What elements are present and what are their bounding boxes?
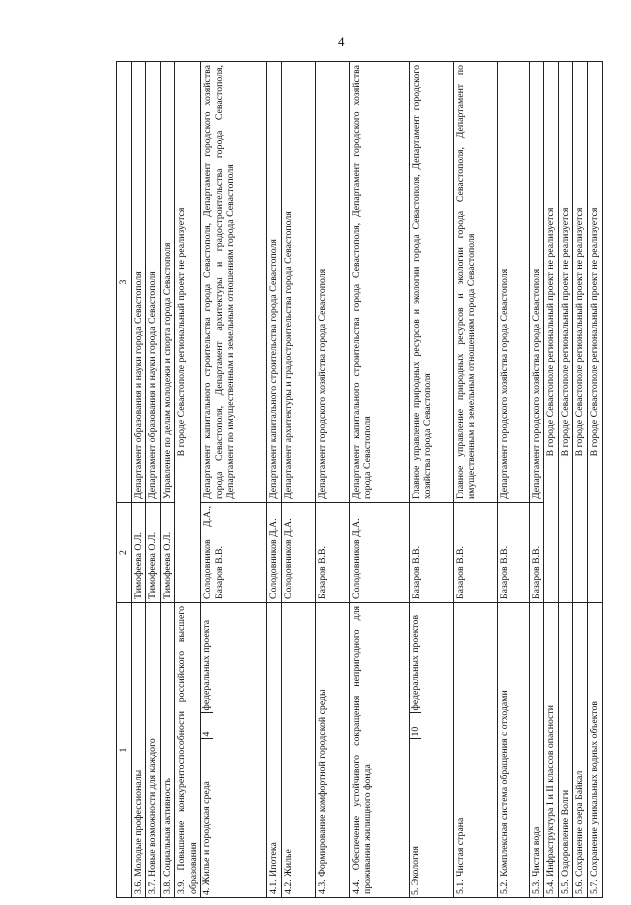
project-name-cell [201, 603, 267, 898]
not-implemented-note: В городе Севастополе региональный проект не реализуется [544, 62, 559, 603]
executor: Департамент капитального строительства города Севастополя, Департамент городского хозяйства города Севастополя, Департамент архитектуры и градостроительства города Севастополя, Департамент по имущественным и земельным отношениям города Севастополя [201, 62, 267, 503]
responsible: Солодовников Д.А. [281, 503, 315, 603]
not-implemented-note: В городе Севастополе региональный проект не реализуется [558, 62, 573, 603]
executor: Департамент капитального строительства города Севастополя [267, 62, 282, 503]
table-row [573, 62, 588, 898]
project-name: 5.4. Инфраструктура I и II классов опасности [544, 603, 559, 898]
project-name: 4.4. Обеспечение устойчивого сокращения непригодного для проживания жилищного фонда [349, 603, 409, 898]
table-row [453, 62, 497, 898]
not-implemented-note: В городе Севастополе региональный проект не реализуется [573, 62, 588, 603]
not-implemented-note: В городе Севастополе региональный проект не реализуется [175, 62, 201, 603]
executor: Департамент образования и науки города Севастополя [131, 62, 146, 503]
not-implemented-note: В городе Севастополе региональный проект не реализуется [588, 62, 603, 603]
project-name-cell [409, 603, 453, 898]
table-row [146, 62, 161, 898]
table-row [175, 62, 201, 898]
executor: Департамент капитального строительства города Севастополя, Департамент городского хозяйства города Севастополя [349, 62, 409, 503]
project-name: 4.3. Формирование комфортной городской среды [315, 603, 349, 898]
responsible: Солодовников Д.А., Базаров В.В. [201, 503, 267, 603]
table-row [529, 62, 544, 898]
responsible: Тимофеева О.Л. [160, 503, 175, 603]
executor: Департамент городского хозяйства города Севастополя [529, 62, 544, 503]
project-name: 5. Экология [409, 846, 421, 895]
project-count-label: федеральных проектов [410, 603, 422, 713]
responsible: Базаров В.В. [315, 503, 349, 603]
project-name: 4. Жилье и городская среда [201, 781, 213, 895]
header-col-1: 1 [117, 603, 132, 898]
project-count: 4 [201, 713, 213, 739]
executor: Главное управление природных ресурсов и экологии города Севастополя, Департамент городского хозяйства города Севастополя [409, 62, 453, 503]
table-row [201, 62, 267, 898]
project-name: 5.2. Комплексная система обращения с отходами [497, 603, 529, 898]
executor: Департамент образования и науки города Севастополя [146, 62, 161, 503]
rotated-table [116, 62, 616, 898]
responsible: Базаров В.В. [497, 503, 529, 603]
executor: Департамент архитектуры и градостроительства города Севастополя [281, 62, 315, 503]
project-name: 5.1. Чистая страна [453, 603, 497, 898]
table-header-row [117, 62, 132, 898]
responsible: Тимофеева О.Л. [131, 503, 146, 603]
responsible: Солодовников Д.А. [349, 503, 409, 603]
project-name: 4.1. Ипотека [267, 603, 282, 898]
project-name: 3.6. Молодые профессионалы [131, 603, 146, 898]
project-name: 4.2. Жилье [281, 603, 315, 898]
projects-table [116, 61, 603, 898]
responsible: Солодовников Д.А. [267, 503, 282, 603]
header-col-3: 3 [117, 62, 132, 503]
project-name: 3.7. Новые возможности для каждого [146, 603, 161, 898]
table-row [131, 62, 146, 898]
project-name: 3.8. Социальная активность [160, 603, 175, 898]
responsible: Базаров В.В. [409, 503, 453, 603]
executor: Департамент городского хозяйства города Севастополя [497, 62, 529, 503]
rotated-table-area [116, 62, 616, 898]
project-count-label: федеральных проекта [201, 603, 213, 713]
table-row [281, 62, 315, 898]
project-name: 5.7. Сохранение уникальных водных объектов [588, 603, 603, 898]
responsible: Базаров В.В. [453, 503, 497, 603]
table-row [267, 62, 282, 898]
project-count: 10 [410, 713, 422, 739]
executor: Департамент городского хозяйства города Севастополя [315, 62, 349, 503]
table-row [544, 62, 559, 898]
page-number: 4 [338, 34, 345, 49]
project-name: 5.3. Чистая вода [529, 603, 544, 898]
table-row [315, 62, 349, 898]
table-row [409, 62, 453, 898]
project-name: 5.6. Сохранение озера Байкал [573, 603, 588, 898]
responsible: Базаров В.В. [529, 503, 544, 603]
project-name: 5.5. Оздоровление Волги [558, 603, 573, 898]
executor: Главное управление природных ресурсов и экологии города Севастополя, Департамент по имущественным и земельным отношениям города Севастополя [453, 62, 497, 503]
header-col-2: 2 [117, 503, 132, 603]
table-row [349, 62, 409, 898]
executor: Управление по делам молодежи и спорта города Севастополя [160, 62, 175, 503]
responsible: Тимофеева О.Л. [146, 503, 161, 603]
table-row [160, 62, 175, 898]
table-row [588, 62, 603, 898]
project-name: 3.9. Повышение конкурентоспособности российского высшего образования [175, 603, 201, 898]
table-row [558, 62, 573, 898]
table-row [497, 62, 529, 898]
